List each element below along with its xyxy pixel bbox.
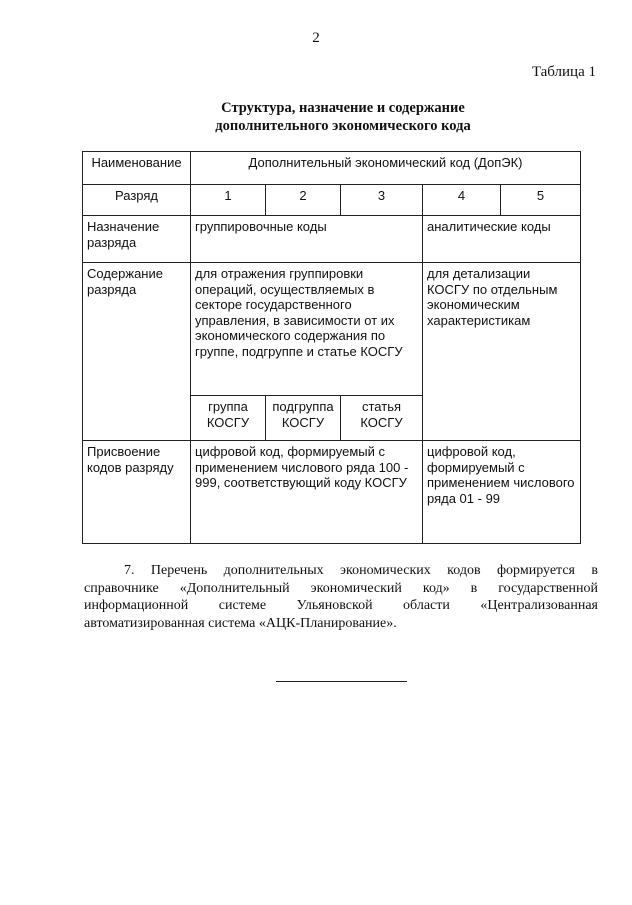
kosgu-subgroup-line2: КОСГУ (281, 415, 325, 430)
content-group-cell: для отражения группировки операций, осуществляемых в секторе государственного управления, в зависимости от их экономического содержания по группе, подгруппе и статье КОСГУ (191, 263, 423, 396)
purpose-label-cell: Назначение разряда (83, 216, 191, 263)
assign-analytic-cell: цифровой код, формируемый с применением числового ряда 01 - 99 (423, 441, 581, 544)
kosgu-article-line2: КОСГУ (360, 415, 403, 430)
purpose-analytic-cell: аналитические коды (423, 216, 581, 263)
kosgu-subgroup-cell (266, 396, 341, 441)
closing-divider-line (276, 681, 407, 682)
digit-label-cell: Разряд (83, 185, 191, 216)
title-line-2: дополнительного экономического кода (215, 118, 471, 134)
kosgu-group-line1: группа (208, 399, 248, 414)
kosgu-group-cell (191, 396, 266, 441)
header-name-cell: Наименование (83, 152, 191, 185)
document-title (0, 99, 632, 135)
digit-cell: 3 (341, 185, 423, 216)
code-structure-table (82, 151, 581, 544)
kosgu-article-line1: статья (361, 399, 402, 414)
kosgu-subgroup-line1: подгруппа (272, 399, 334, 414)
digit-cell: 4 (423, 185, 501, 216)
title-line-1: Структура, назначение и содержание (221, 100, 465, 116)
content-analytic-cell: для детализации КОСГУ по отдельным экономическим характеристикам (423, 263, 581, 441)
content-label-cell: Содержание разряда (83, 263, 191, 441)
assign-group-cell: цифровой код, формируемый с применением числового ряда 100 - 999, соответствующий коду КОСГУ (191, 441, 423, 544)
table-header-row (83, 152, 581, 185)
assignment-row (83, 441, 581, 544)
digit-cell: 2 (266, 185, 341, 216)
digits-row (83, 185, 581, 216)
page-number: 2 (312, 30, 320, 46)
table-label: Таблица 1 (531, 64, 596, 80)
purpose-group-cell: группировочные коды (191, 216, 423, 263)
paragraph-7: 7. Перечень дополнительных экономических кодов формируется в справочнике «Дополнительный экономический код» в государственной информационной системе Ульяновской области «Централизованная автоматизированная система «АЦК-Планирование». (84, 563, 598, 631)
header-code-cell: Дополнительный экономический код (ДопЭК) (191, 152, 581, 185)
kosgu-group-line2: КОСГУ (206, 415, 250, 430)
purpose-row (83, 216, 581, 263)
kosgu-article-cell (341, 396, 423, 441)
assign-label-cell: Присвоение кодов разряду (83, 441, 191, 544)
content-row (83, 263, 581, 396)
digit-cell: 1 (191, 185, 266, 216)
digit-cell: 5 (501, 185, 581, 216)
